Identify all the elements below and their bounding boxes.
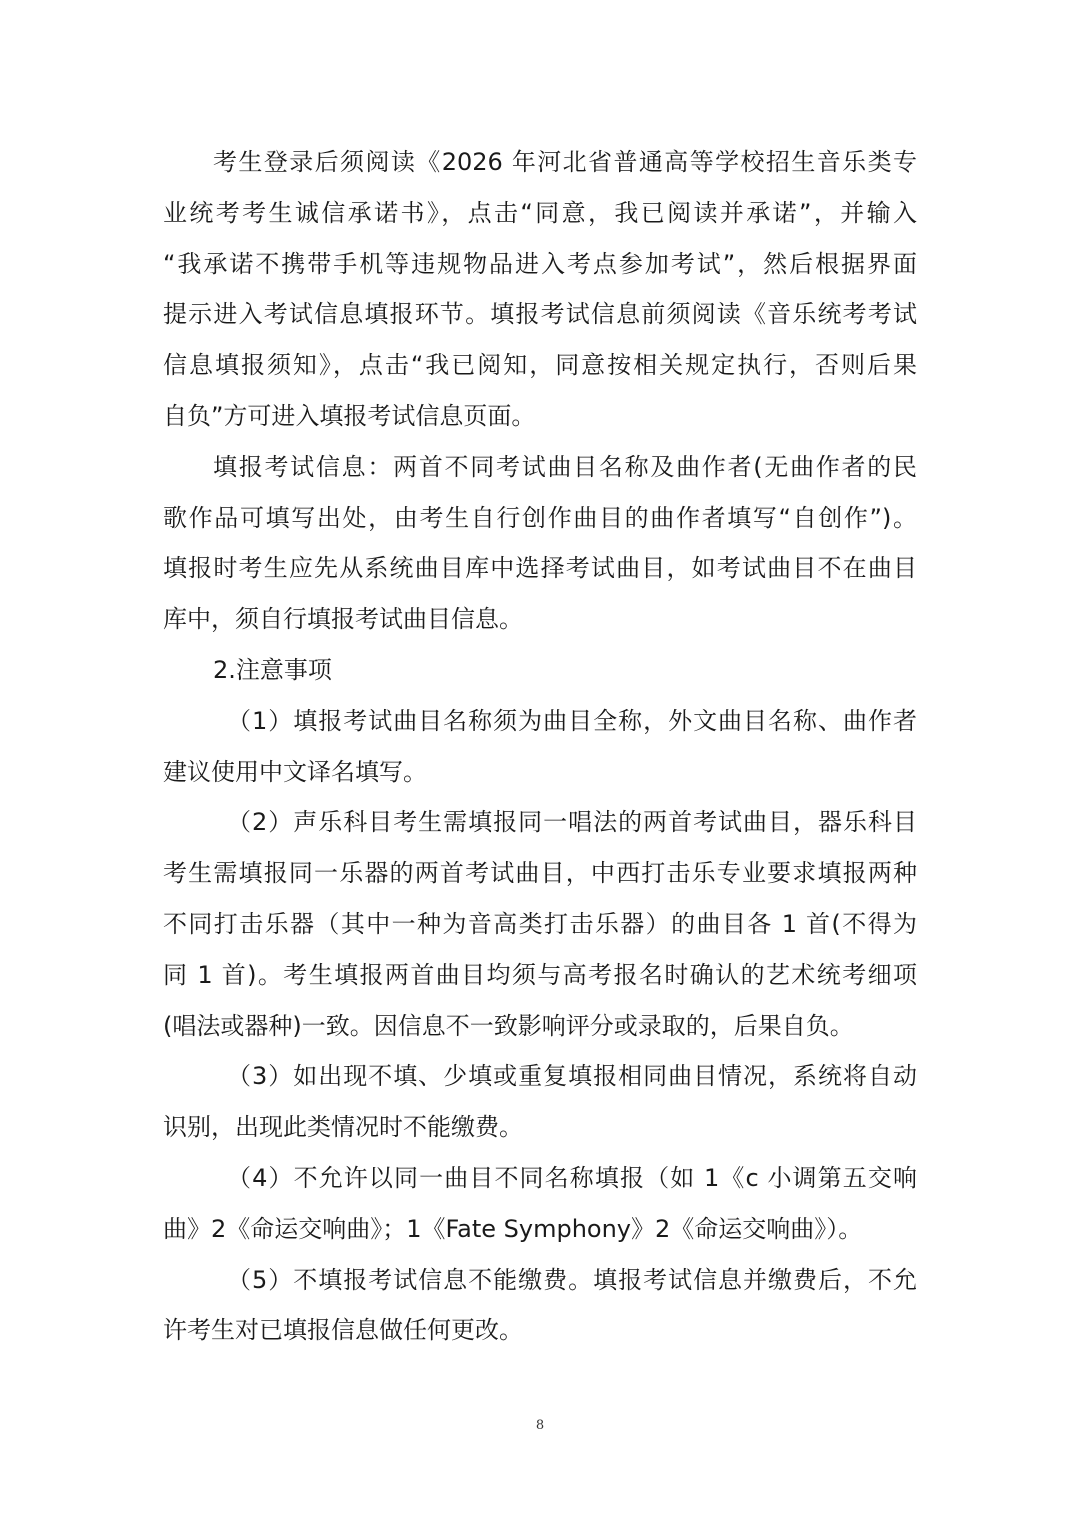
text-line: “我承诺不携带手机等违规物品进入考点参加考试”，然后根据界面	[163, 249, 917, 278]
text-line: （4）不允许以同一曲目不同名称填报（如 1《c 小调第五交响	[227, 1163, 917, 1192]
text-line: （2）声乐科目考生需填报同一唱法的两首考试曲目，器乐科目	[227, 808, 917, 837]
text-line: 提示进入考试信息填报环节。填报考试信息前须阅读《音乐统考考试	[163, 300, 917, 329]
text-line: 自负”方可进入填报考试信息页面。	[163, 401, 536, 430]
paragraph	[163, 1255, 917, 1357]
text-line: 业统考考生诚信承诺书》，点击“同意，我已阅读并承诺”，并输入	[163, 198, 917, 227]
text-line: 2.注意事项	[213, 655, 332, 684]
text-line: 填报考试信息：两首不同考试曲目名称及曲作者(无曲作者的民	[213, 452, 917, 481]
text-line: 填报时考生应先从系统曲目库中选择考试曲目，如考试曲目不在曲目	[163, 554, 917, 583]
paragraph	[163, 1153, 917, 1255]
page-number: 8	[535, 1418, 545, 1433]
text-line: 识别，出现此类情况时不能缴费。	[163, 1113, 523, 1142]
text-line: 曲》2《命运交响曲》；1《Fate Symphony》2《命运交响曲》）。	[163, 1214, 863, 1243]
paragraph	[163, 797, 917, 1051]
paragraph	[163, 696, 917, 798]
text-line: 库中，须自行填报考试曲目信息。	[163, 605, 523, 634]
paragraph	[163, 442, 917, 645]
text-line: 考生登录后须阅读《2026 年河北省普通高等学校招生音乐类专	[213, 148, 917, 176]
document-body	[163, 137, 917, 1356]
text-line: （3）如出现不填、少填或重复填报相同曲目情况，系统将自动	[227, 1062, 917, 1091]
text-line: （1）填报考试曲目名称须为曲目全称，外文曲目名称、曲作者	[227, 706, 917, 735]
paragraph	[163, 137, 917, 442]
paragraph	[163, 645, 917, 696]
text-line: 许考生对已填报信息做任何更改。	[163, 1316, 523, 1345]
text-line: 考生需填报同一乐器的两首考试曲目，中西打击乐专业要求填报两种	[163, 859, 917, 888]
text-line: (唱法或器种)一致。因信息不一致影响评分或录取的，后果自负。	[163, 1011, 854, 1040]
text-line: 歌作品可填写出处，由考生自行创作曲目的曲作者填写“自创作”)。	[163, 503, 917, 532]
text-line: （5）不填报考试信息不能缴费。填报考试信息并缴费后，不允	[227, 1265, 917, 1294]
text-line: 同 1 首)。考生填报两首曲目均须与高考报名时确认的艺术统考细项	[163, 960, 917, 989]
paragraph	[163, 1051, 917, 1153]
text-line: 建议使用中文译名填写。	[163, 757, 427, 786]
text-line: 信息填报须知》，点击“我已阅知，同意按相关规定执行，否则后果	[163, 351, 917, 380]
text-line: 不同打击乐器（其中一种为音高类打击乐器）的曲目各 1 首(不得为	[163, 909, 917, 938]
